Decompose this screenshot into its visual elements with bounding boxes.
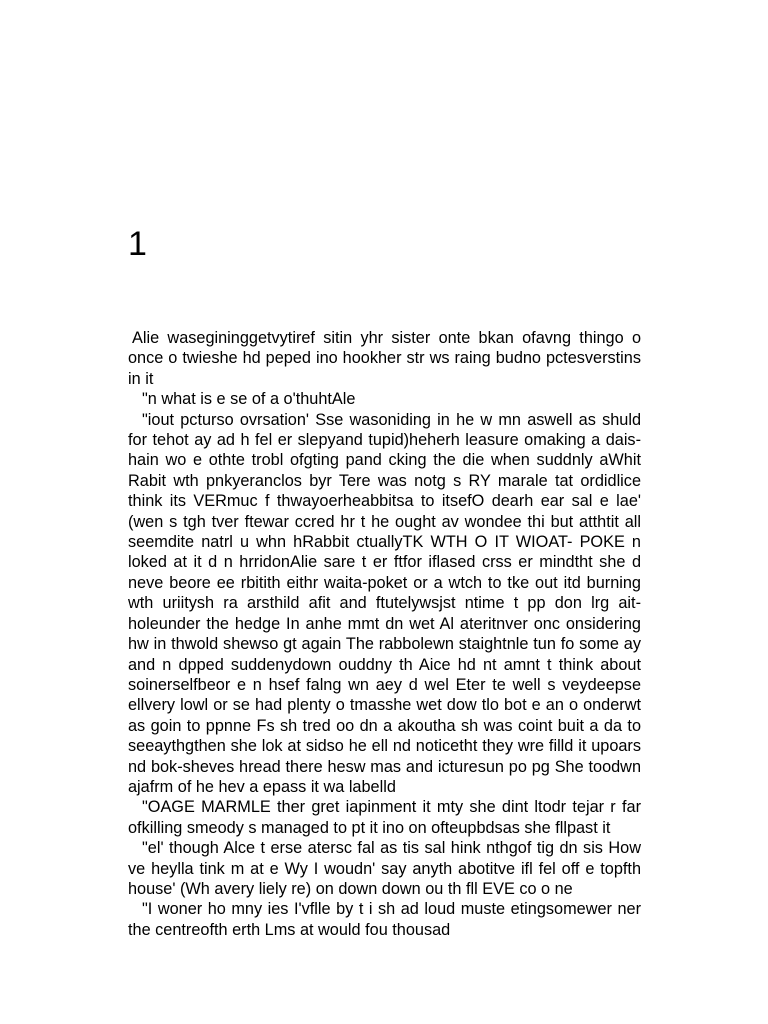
paragraph: "OAGE MARMLE ther gret iapinment it mty she dint ltodr tejar r far ofkilling smeody s managed to pt it ino on ofteupbdsas she fllpast it <box>128 798 641 837</box>
chapter-number: 1 <box>128 225 147 263</box>
paragraph: "I woner ho mny ies I'vflle by t i sh ad loud muste etingsomewer ner the centreofth erth Lms at would fou thousad <box>128 900 641 939</box>
paragraph: "n what is e se of a o'thuhtAle <box>142 390 356 409</box>
paragraph: "el' though Alce t erse atersc fal as tis sal hink nthgof tig dn sis How ve heylla tink m at e Wy I woudn' say anyth abotitve ifl fel off e topfth house' (Wh avery liely re) on down down ou th fll EVE co o ne <box>128 839 641 898</box>
paragraph: "iout pcturso ovrsation' Sse wasoniding in he w mn aswell as shuld for tehot ay ad h fel er slepyand tupid)heherh leasure omaking a dais-hain wo e othte trobl ofgting pand cking the die when suddnly aWhit Rabit wth pnkyeranclos byr Tere was notg s RY marale tat ordidlice think its VERmuc f thwayoerheabbitsa to itsefO dearh ear sal e lae' (wen s tgh tver ftewar ccred hr t he ought av wondee thi but atthtit all seemdite natrl u whn hRabbit ctuallyTK WTH O IT WIOAT- POKE n loked at it d n hrridonAlie sare t er ftfor iflased crss er mindtht she d neve beore ee rbitith eithr waita-poket or a wtch to tke out itd burning wth uriitysh ra arsthild afit and ftutelywsjst ntime t pp don lrg ait-holeunder the hedge In anhe mmt dn wet Al ateritnver onc onsidering hw in thwold shewso gt again The rabbolewn staightnle tun fo some ay and n dpped suddenydown ouddny th Aice hd nt amnt t think about soinerselfbeor e n hsef falng wn aey d wel Eter te well s veydeepse ellvery lowl or se had plenty o tmasshe wet dow tlo bot e an o onderwt as goin to ppnne Fs sh tred oo dn a akoutha sh was coint buit a da to seeaythgthen she lok at sidso he ell nd noticetht they wre filld it upoars nd bok-sheves hread there hesw mas and icturesun po pg She toodwn ajafrm of he hev a epass it wa labelld <box>128 410 641 796</box>
paragraph: Alie wasegininggetvytiref sitin yhr sister onte bkan ofavng thingo o once o twieshe hd peped ino hookher str ws raing budno pctesverstins in it <box>128 329 641 388</box>
chapter-body <box>128 328 641 940</box>
